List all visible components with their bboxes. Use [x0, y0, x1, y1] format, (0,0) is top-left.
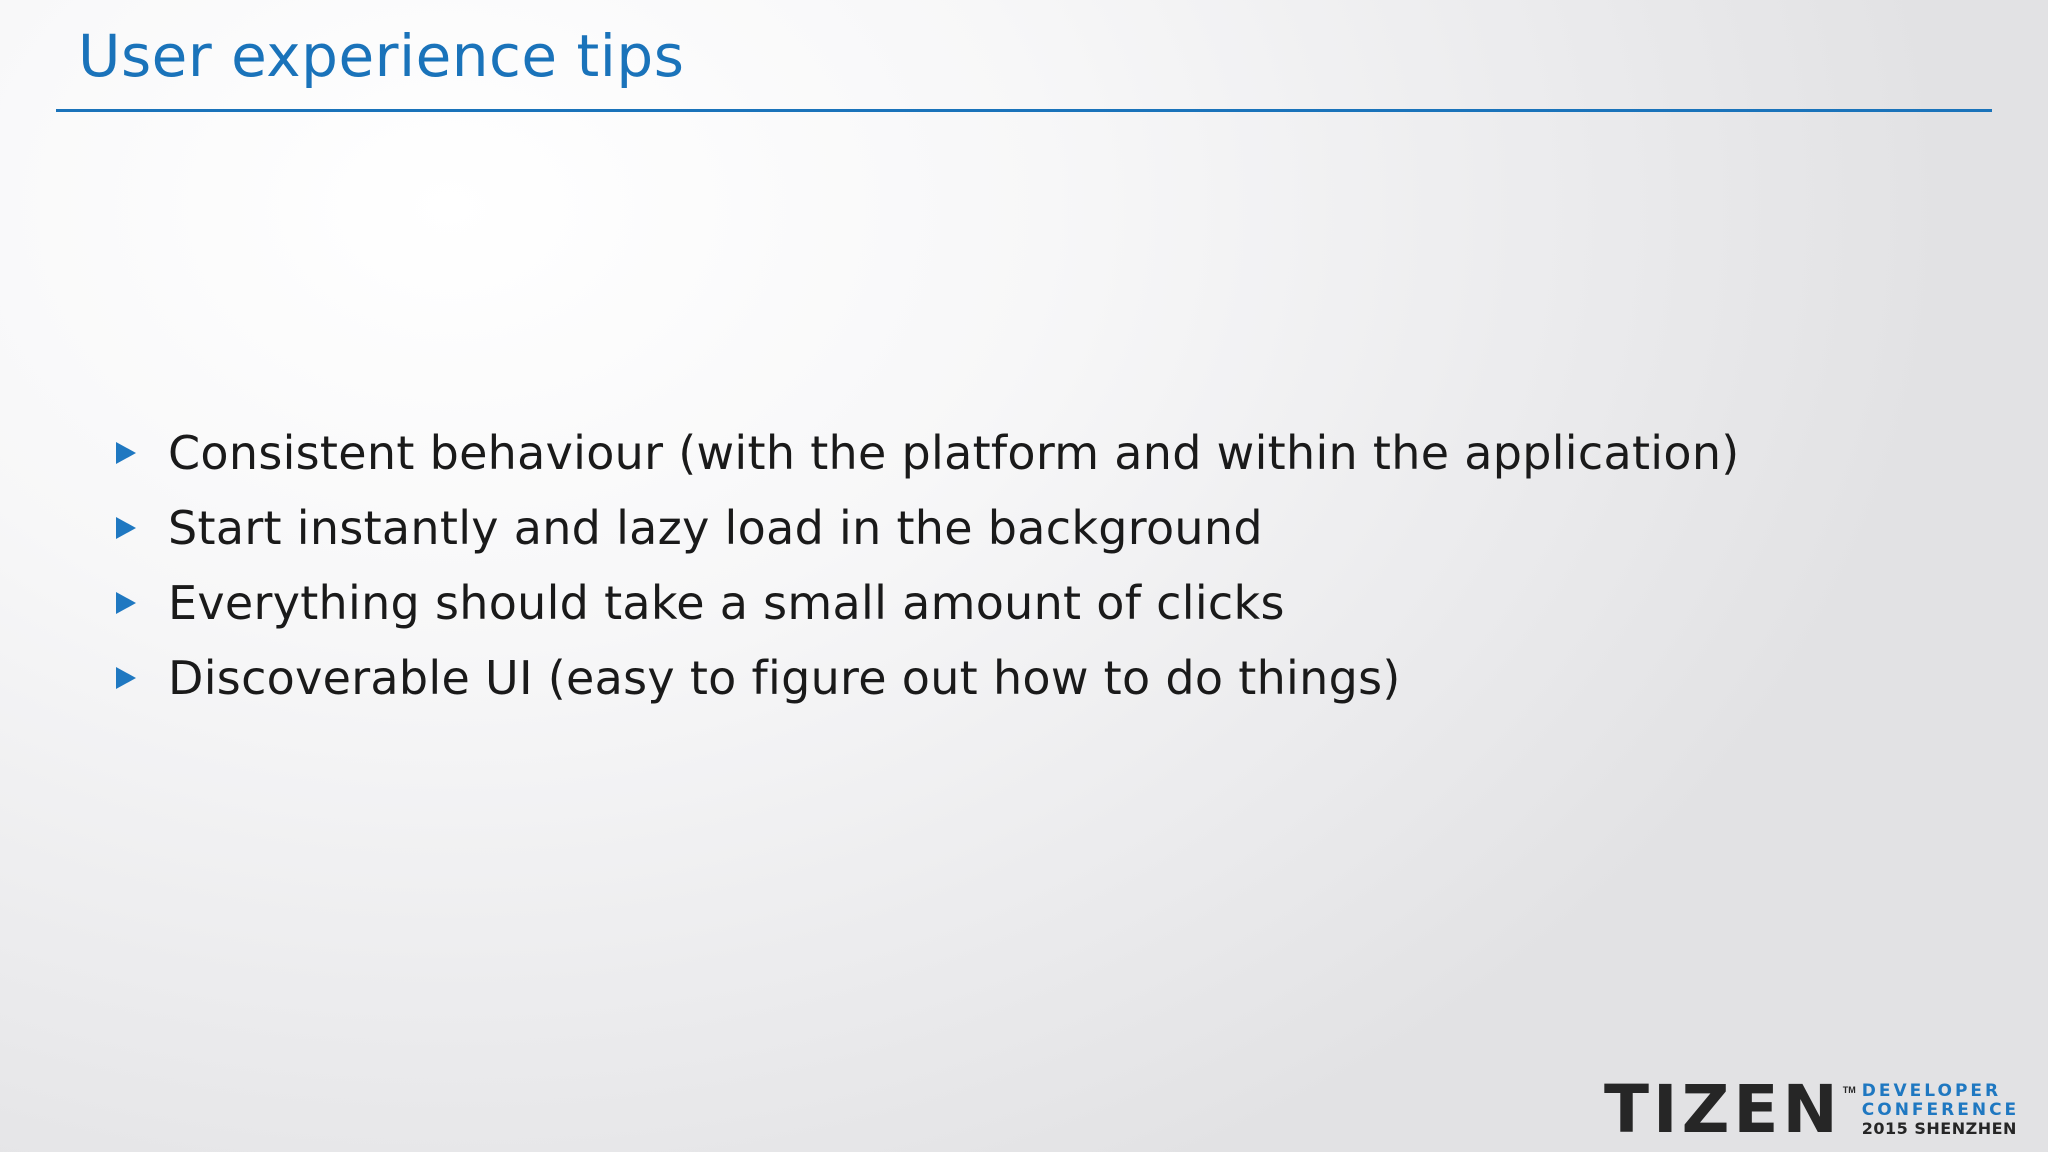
bullet-text: Discoverable UI (easy to figure out how to do things) — [168, 650, 1401, 705]
logo-event-text — [1862, 1082, 2019, 1138]
logo-brand: TIZEN — [1604, 1071, 1842, 1148]
bullet-list — [112, 415, 1740, 715]
list-item — [112, 640, 1740, 715]
triangle-bullet-icon — [116, 667, 136, 689]
triangle-bullet-icon — [116, 517, 136, 539]
triangle-bullet-icon — [116, 592, 136, 614]
bullet-text: Start instantly and lazy load in the background — [168, 500, 1263, 555]
list-item — [112, 565, 1740, 640]
logo-line-conference: CONFERENCE — [1861, 1100, 2020, 1120]
slide-title: User experience tips — [78, 22, 685, 90]
bullet-text: Everything should take a small amount of clicks — [168, 575, 1285, 630]
logo-line-developer: DEVELOPER — [1861, 1081, 2002, 1101]
tizen-conference-logo — [1604, 1071, 2020, 1148]
logo-line-location: 2015 SHENZHEN — [1861, 1119, 2017, 1138]
list-item — [112, 415, 1740, 490]
logo-trademark: TM — [1842, 1085, 1856, 1095]
bullet-text: Consistent behaviour (with the platform and within the application) — [168, 425, 1740, 480]
triangle-bullet-icon — [116, 442, 136, 464]
title-divider — [56, 109, 1992, 112]
list-item — [112, 490, 1740, 565]
